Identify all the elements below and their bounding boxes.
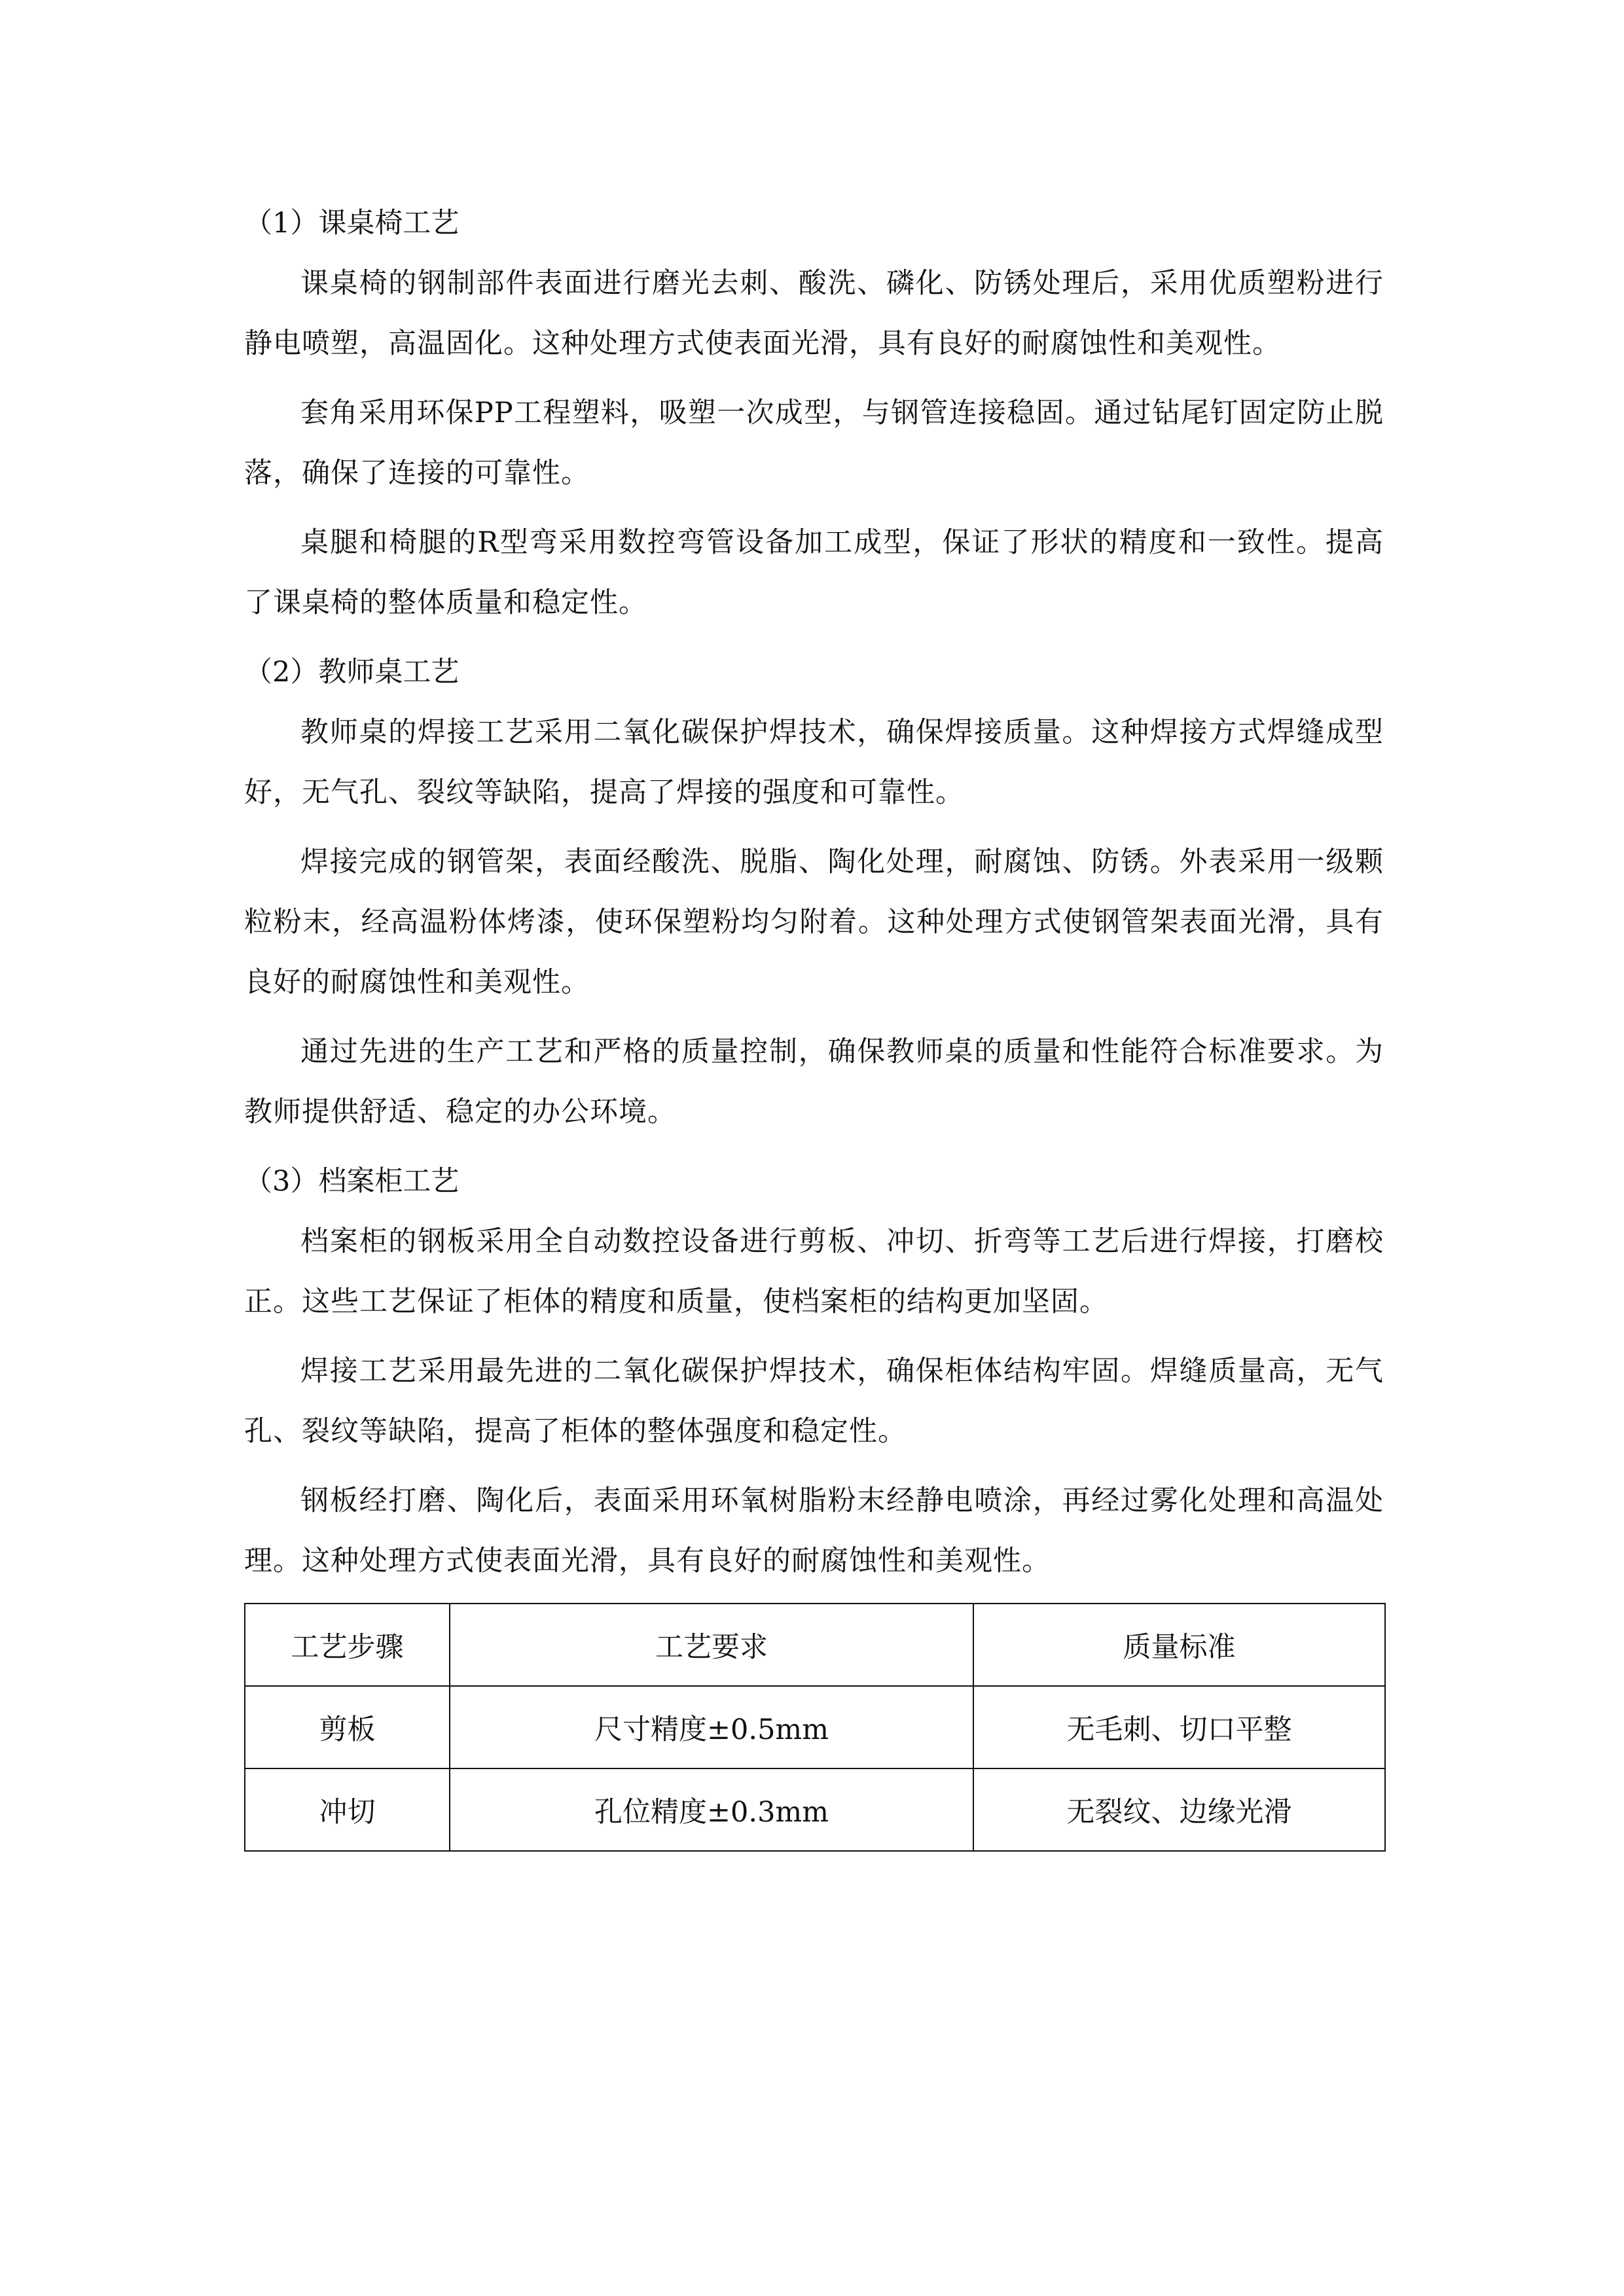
table-header-row bbox=[245, 1604, 1385, 1686]
paragraph: 通过先进的生产工艺和严格的质量控制，确保教师桌的质量和性能符合标准要求。为教师提供舒适、稳定的办公环境。 bbox=[244, 1035, 1384, 1128]
table-header-cell: 工艺步骤 bbox=[245, 1604, 450, 1686]
table-cell: 冲切 bbox=[245, 1768, 450, 1851]
paragraph: 钢板经打磨、陶化后，表面采用环氧树脂粉末经静电喷涂，再经过雾化处理和高温处理。这种处理方式使表面光滑，具有良好的耐腐蚀性和美观性。 bbox=[244, 1484, 1384, 1577]
table-row bbox=[245, 1686, 1385, 1768]
section-heading: （3）档案柜工艺 bbox=[244, 1165, 460, 1198]
paragraph: 桌腿和椅腿的R型弯采用数控弯管设备加工成型，保证了形状的精度和一致性。提高了课桌椅的整体质量和稳定性。 bbox=[244, 526, 1384, 619]
paragraph: 教师桌的焊接工艺采用二氧化碳保护焊技术，确保焊接质量。这种焊接方式焊缝成型好，无气孔、裂纹等缺陷，提高了焊接的强度和可靠性。 bbox=[244, 716, 1384, 809]
section-heading: （1）课桌椅工艺 bbox=[244, 207, 460, 240]
section-file-cabinet bbox=[244, 1151, 1384, 1591]
section-heading: （2）教师桌工艺 bbox=[244, 656, 460, 689]
paragraph: 档案柜的钢板采用全自动数控设备进行剪板、冲切、折弯等工艺后进行焊接，打磨校正。这些工艺保证了柜体的精度和质量，使档案柜的结构更加坚固。 bbox=[244, 1225, 1384, 1318]
table-row bbox=[245, 1768, 1385, 1851]
paragraph: 焊接完成的钢管架，表面经酸洗、脱脂、陶化处理，耐腐蚀、防锈。外表采用一级颗粒粉末，经高温粉体烤漆，使环保塑粉均匀附着。这种处理方式使钢管架表面光滑，具有良好的耐腐蚀性和美观性。 bbox=[244, 846, 1384, 999]
table-header-cell: 工艺要求 bbox=[450, 1604, 973, 1686]
process-spec-table bbox=[244, 1603, 1386, 1852]
table-cell: 孔位精度±0.3mm bbox=[450, 1768, 973, 1851]
table-cell: 剪板 bbox=[245, 1686, 450, 1768]
section-desk-chair bbox=[244, 193, 1384, 633]
section-teacher-desk bbox=[244, 642, 1384, 1142]
paragraph: 套角采用环保PP工程塑料，吸塑一次成型，与钢管连接稳固。通过钻尾钉固定防止脱落，确保了连接的可靠性。 bbox=[244, 397, 1384, 490]
table-cell: 尺寸精度±0.5mm bbox=[450, 1686, 973, 1768]
paragraph: 课桌椅的钢制部件表面进行磨光去刺、酸洗、磷化、防锈处理后，采用优质塑粉进行静电喷塑，高温固化。这种处理方式使表面光滑，具有良好的耐腐蚀性和美观性。 bbox=[244, 267, 1384, 360]
table-cell: 无裂纹、边缘光滑 bbox=[973, 1768, 1385, 1851]
document-body bbox=[244, 193, 1384, 1852]
table-cell: 无毛刺、切口平整 bbox=[973, 1686, 1385, 1768]
paragraph: 焊接工艺采用最先进的二氧化碳保护焊技术，确保柜体结构牢固。焊缝质量高，无气孔、裂纹等缺陷，提高了柜体的整体强度和稳定性。 bbox=[244, 1355, 1384, 1448]
table-header-cell: 质量标准 bbox=[973, 1604, 1385, 1686]
